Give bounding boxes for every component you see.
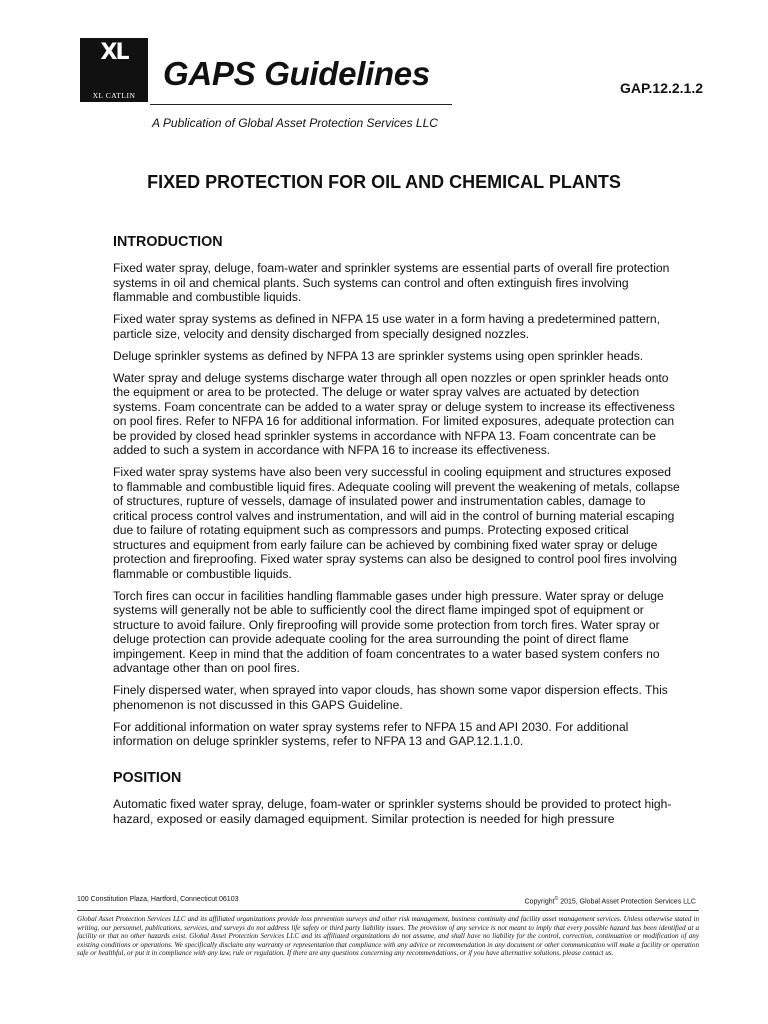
intro-paragraph: Fixed water spray systems have also been very successful in cooling equipment and structures exposed to flammable and combustible liquid fires. Adequate cooling will prevent the weakening of metals, collapse of structures, rupture of vessels, damage of insulated power and instrumentation cables, damage to critical process control valves and instrumentation, and will aid in the control of burning material escaping due to failure of rotating equipment such as compressors and pumps. Protecting exposed critical structures and equipment from early failure can be achieved by combining fixed water spray or deluge protection and fireproofing. Fixed water spray systems can also be designed to control pool fires involving flammable or combustible liquids. xyxy=(113,465,680,581)
position-paragraph: Automatic fixed water spray, deluge, foam-water or sprinkler systems should be provided to protect high-hazard, exposed or easily damaged equipment. Similar protection is needed for high pressure xyxy=(113,797,672,826)
intro-paragraph: Finely dispersed water, when sprayed into vapor clouds, has shown some vapor dispersion effects. This phenomenon is not discussed in this GAPS Guideline. xyxy=(113,683,668,712)
footer-copyright xyxy=(525,896,696,905)
copyright-prefix: Copyright xyxy=(524,898,555,906)
publication-line: A Publication of Global Asset Protection Services LLC xyxy=(152,116,438,130)
intro-paragraph: Deluge sprinkler systems as defined by NFPA 13 are sprinkler systems using open sprinkler heads. xyxy=(113,348,644,363)
position-heading: POSITION xyxy=(113,770,182,786)
footer-address: 100 Constitution Plaza, Hartford, Connecticut 06103 xyxy=(77,896,239,903)
logo-mark: XL xyxy=(100,40,128,65)
footer-divider xyxy=(77,910,699,911)
logo-brand-name: XL CATLIN xyxy=(92,91,136,100)
xl-catlin-logo xyxy=(80,38,148,102)
intro-paragraph: Fixed water spray systems as defined in NFPA 15 use water in a form having a predetermined pattern, particle size, velocity and density discharged from specially designed nozzles. xyxy=(113,312,660,341)
intro-paragraph: Fixed water spray, deluge, foam-water and sprinkler systems are essential parts of overall fire protection systems in oil and chemical plants. Such systems can control and often extinguish fires involving flammable and combustible liquids. xyxy=(113,261,670,304)
intro-paragraph: Torch fires can occur in facilities handling flammable gases under high pressure. Water spray or deluge systems will generally not be able to sufficiently cool the direct flame impinged spot of equipment or structure to avoid failure. Only fireproofing will provide some protection from torch fires. Water spray or deluge protection can provide adequate cooling for the area surrounding the point of direct flame impingement. Keep in mind that the addition of foam concentrates to a water based system confers no advantage other than on pool fires. xyxy=(113,588,664,675)
copyright-suffix: 2015, Global Asset Protection Services LLC xyxy=(558,898,696,906)
document-title: FIXED PROTECTION FOR OIL AND CHEMICAL PLANTS xyxy=(147,172,621,192)
section-spacer xyxy=(113,756,683,770)
legal-disclaimer: Global Asset Protection Services LLC and its affiliated organizations provide loss prevention surveys and other risk management, business continuity and facility asset management services. Unless otherwise stated in writing, our personnel, publications, services, and surveys do not address life safety or third party liability issues. The provision of any service is not meant to imply that every possible hazard has been identified at a facility or that no other hazards exist. Global Asset Protection Services LLC and its affiliated organizations do not assume, and shall have no liability for the control, correction, continuation or modification of any existing conditions or operations. We specifically disclaim any warranty or representation that compliance with any advice or recommendation in any document or other communication will make a facility or operation safe or healthful, or put it in compliance with any law, rule or regulation. If there are any questions concerning any recommendations, or if you have alternative solutions, please contact us. xyxy=(77,915,699,958)
document-body xyxy=(113,234,683,834)
copyright-symbol: © xyxy=(554,896,559,902)
intro-paragraph: For additional information on water spray systems refer to NFPA 15 and API 2030. For additional information on deluge sprinkler systems, refer to NFPA 13 and GAP.12.1.1.0. xyxy=(113,719,629,748)
header-divider xyxy=(150,104,452,105)
introduction-heading: INTRODUCTION xyxy=(113,234,223,250)
intro-paragraph: Water spray and deluge systems discharge water through all open nozzles or open sprinkler heads onto the equipment or area to be protected. The deluge or water spray valves are actuated by detection systems. Foam concentrate can be added to a water spray or deluge system to increase its effectiveness on pool fires. Refer to NFPA 16 for additional information. For limited exposures, adequate protection can be provided by closed head sprinkler systems in accordance with NFPA 13. Foam concentrate can be added to such a system in accordance with NFPA 16 to increase its effectiveness. xyxy=(113,370,675,457)
document-code: GAP.12.2.1.2 xyxy=(620,80,704,96)
guidelines-title: GAPS Guidelines xyxy=(163,55,430,92)
